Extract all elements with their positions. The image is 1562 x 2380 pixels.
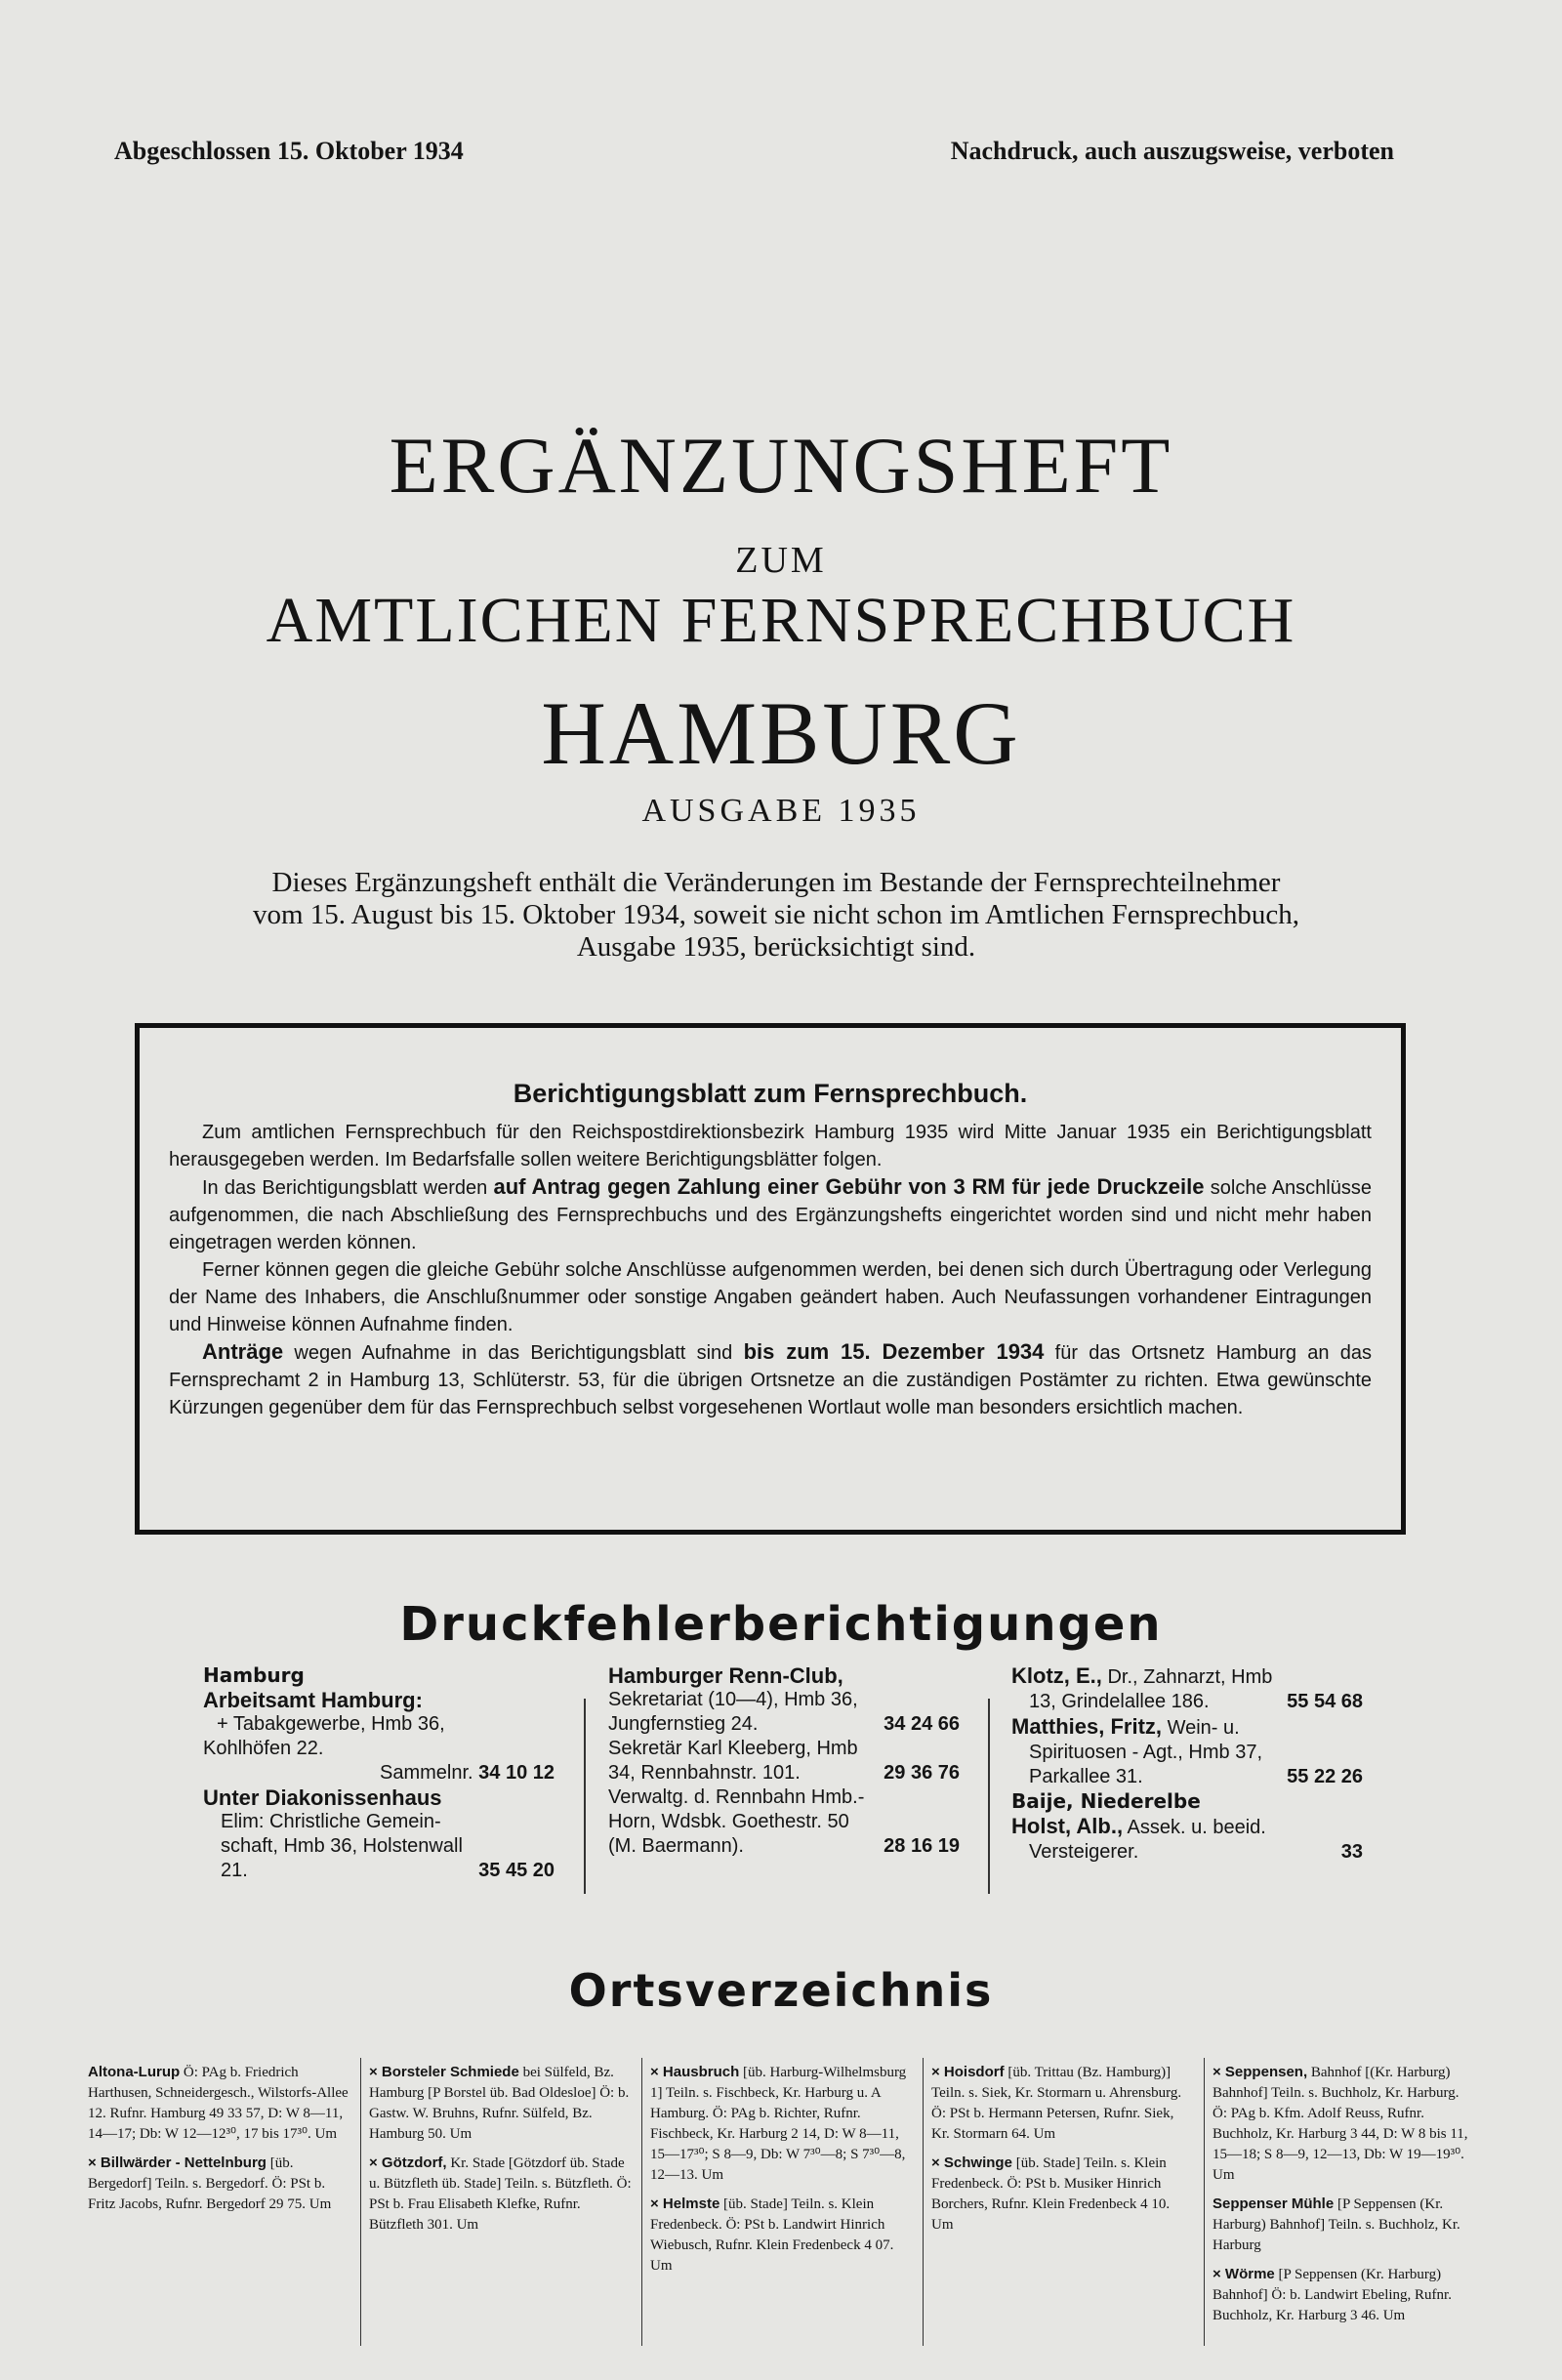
entry-line [1011,1714,1363,1741]
entry-line: Verwaltg. d. Rennbahn Hmb.- [608,1786,865,1808]
entry-line [1011,1663,1363,1690]
title-subtitle: AMTLICHEN FERNSPRECHBUCH [266,585,1296,656]
place-entry [1213,2062,1476,2186]
phone-number: 34 24 66 [884,1713,960,1735]
corrections-column-1 [203,1663,555,1883]
notice-text: für das Ortsnetz Hamburg an das Fernsprechamt 2 in Hamburg 13, Schlüterstr. 53, für die übrigen Ortsnetze an die zuständigen Postämter zu richten. Etwa gewünschte Kürzungen gegenüber dem für das Fernsprechbuch selbst vorgesehenen Wortlaut wolle man besonders ersichtlich machen. [169,1342,1373,1418]
entry-name: Holst, Alb., [1011,1814,1124,1838]
entry-name: Arbeitsamt Hamburg: [203,1688,423,1712]
entry-name: Unter Diakonissenhaus [203,1785,442,1810]
place-name: × Helmste [650,2195,720,2212]
entry-text: 13, Grindelallee 186. [1029,1691,1210,1712]
place-entry [650,2062,914,2186]
entry-text: Jungfernstieg 24. [608,1713,759,1735]
entry-line [1011,1840,1363,1865]
notice-text: solche Anschlüsse aufgenommen, die nach Abschließung des Fernsprechbuchs und des Ergänzungshefts eingerichtet worden sind und nicht mehr haben eingetragen werden können. [169,1177,1372,1253]
title-main: ERGÄNZUNGSHEFT [389,421,1173,510]
notice-paragraph: Zum amtlichen Fernsprechbuch für den Reichspostdirektionsbezirk Hamburg 1935 wird Mitte Januar 1935 ein Berichtigungsblatt herausgegeben werden. Im Bedarfsfalle sollen weitere Berichtigungsblätter folgen. [169,1122,1372,1170]
corrections-columns [203,1663,1365,1908]
place-entry [931,2062,1195,2145]
entry-text: 34, Rennbahnstr. 101. [608,1762,801,1784]
entry-line [1011,1814,1363,1840]
place-details: [üb. Trittau (Bz. Hamburg)] Teiln. s. Siek, Kr. Stormarn u. Ahrensburg. Ö: PSt b. Hermann Petersen, Rufnr. Siek, Kr. Stormarn 64. Um [931,2065,1182,2142]
place-entry [650,2194,914,2277]
notice-paragraph [169,1173,1372,1256]
place-name: × Seppensen, [1213,2064,1308,2080]
entry-name: Hamburger Renn-Club, [608,1663,843,1688]
places-column-4 [931,2062,1195,2243]
entry-name: Matthies, Fritz, [1011,1714,1163,1739]
place-entry [1213,2264,1476,2326]
title-city: HAMBURG [541,683,1021,783]
places-column-3 [650,2062,914,2284]
place-name: × Hausbruch [650,2064,740,2080]
phone-number: 33 [1340,1841,1363,1863]
place-name: × Götzdorf, [369,2154,447,2171]
entry-line: + Tabakgewerbe, Hmb 36, [217,1713,445,1735]
title-edition: AUSGABE 1935 [641,793,921,829]
intro-line: vom 15. August bis 15. Oktober 1934, soweit sie nicht schon im Amtlichen Fernsprechbuch, [252,899,1300,930]
place-entry [1213,2194,1476,2256]
notice-emphasis: auf Antrag gegen Zahlung einer Gebühr von 3 RM für jede Druckzeile [493,1174,1205,1199]
phone-number: 55 22 26 [1287,1766,1363,1787]
place-details: [P Seppensen (Kr. Harburg) Bahnhof] Teiln. s. Buchholz, Kr. Harburg [1213,2196,1460,2253]
entry-line [1011,1690,1363,1714]
entry-text: (M. Baermann). [608,1835,744,1857]
entry-text: 21. [221,1860,248,1881]
entry-line: Elim: Christliche Gemein- [221,1811,441,1832]
entry-line: Sekretär Karl Kleeberg, Hmb [608,1738,858,1759]
notice-box [135,1023,1406,1535]
place-name: × Hoisdorf [931,2064,1005,2080]
entry-line: Horn, Wdsbk. Goethestr. 50 [608,1811,849,1832]
place-details: [üb. Bergedorf] Teiln. s. Bergedorf. Ö: PSt b. Fritz Jacobs, Rufnr. Bergedorf 29 75. Um [88,2155,332,2212]
entry-line [608,1834,960,1859]
place-name: × Billwärder - Nettelnburg [88,2154,267,2171]
entry-line: schaft, Hmb 36, Holstenwall [221,1835,463,1857]
closing-date-note: Abgeschlossen 15. Oktober 1934 [114,137,464,165]
corrections-heading: Druckfehlerberichtigungen [399,1597,1163,1652]
notice-text: wegen Aufnahme in das Berichtigungsblatt sind [283,1342,744,1364]
entry-text: Assek. u. beeid. [1123,1817,1266,1838]
place-details: Bahnhof [(Kr. Harburg) Bahnhof] Teiln. s. Buchholz, Kr. Harburg. Ö: PAg b. Kfm. Adolf Reuss, Rufnr. Buchholz, Kr. Harburg 3 44, D: W 8 bis 11, 15—18; S 8—9, 12—13, Db: W 19—19³⁰. Um [1213,2065,1468,2183]
entry-line [203,1761,555,1785]
phone-number: 55 54 68 [1287,1691,1363,1712]
phone-number: 29 36 76 [884,1762,960,1784]
title-zum: ZUM [735,540,827,581]
copyright-note: Nachdruck, auch auszugsweise, verboten [950,137,1394,165]
region-label: Hamburg [203,1663,305,1687]
phone-number: 28 16 19 [884,1835,960,1857]
place-entry [369,2062,633,2145]
place-entry [88,2062,351,2145]
notice-paragraph [169,1338,1372,1421]
entry-line [608,1712,960,1737]
entry-text: Dr., Zahnarzt, Hmb [1101,1666,1273,1688]
phone-number: 35 45 20 [478,1860,555,1881]
place-entry [369,2153,633,2236]
place-details: [P Seppensen (Kr. Harburg) Bahnhof] Ö: b. Landwirt Ebeling, Rufnr. Buchholz, Kr. Harburg 3 46. Um [1213,2267,1452,2323]
place-name: × Wörme [1213,2266,1275,2282]
place-name: × Borsteler Schmiede [369,2064,519,2080]
entry-text: Sammelnr. [379,1762,473,1784]
places-heading: Ortsverzeichnis [568,1964,994,2017]
places-column-1 [88,2062,351,2223]
place-entry [88,2153,351,2215]
notice-text: In das Berichtigungsblatt werden [202,1177,494,1199]
place-name: Altona-Lurup [88,2064,181,2080]
place-details: [üb. Harburg-Wilhelmsburg 1] Teiln. s. Fischbeck, Kr. Harburg u. A Hamburg. Ö: PAg b. Richter, Rufnr. Fischbeck, Kr. Harburg 2 14, D: W 8—11, 15—17³⁰; S 8—9, Db: W 7³⁰—8; S 7³⁰—8, 12—13. Um [650,2065,907,2183]
place-details: [üb. Stade] Teiln. s. Klein Fredenbeck. Ö: PSt b. Landwirt Hinrich Wiebusch, Rufnr. Klein Fredenbeck 4 07. Um [650,2196,894,2274]
entry-line: Kohlhöfen 22. [203,1738,324,1759]
entry-name: Klotz, E., [1011,1663,1102,1688]
place-details: Ö: PAg b. Friedrich Harthusen, Schneidergesch., Wilstorfs-Allee 12. Rufnr. Hamburg 49 33 57, D: W 8—11, 14—17; Db: W 12—12³⁰, 17 bis 17³⁰. Um [88,2065,349,2142]
entry-line [203,1859,555,1883]
intro-line: Ausgabe 1935, berücksichtigt sind. [576,931,976,963]
places-column-2 [369,2062,633,2243]
place-details: Kr. Stade [Götzdorf üb. Stade u. Bützfleth üb. Stade] Teiln. s. Bützfleth. Ö: PSt b. Frau Elisabeth Klefke, Rufnr. Bützfleth 301. Um [369,2155,632,2233]
entry-line [608,1761,960,1785]
intro-line: Dieses Ergänzungsheft enthält die Veränderungen im Bestande der Fernsprechteilnehmer [271,867,1281,898]
places-column-5 [1213,2062,1476,2334]
place-details: [üb. Stade] Teiln. s. Klein Fredenbeck. Ö: PSt b. Musiker Hinrich Borchers, Rufnr. Klein Fredenbeck 4 10. Um [931,2155,1171,2233]
notice-paragraph: Ferner können gegen die gleiche Gebühr solche Anschlüsse aufgenommen werden, bei denen sich durch Übertragung oder Verlegung der Name des Inhabers, die Anschlußnummer oder sonstige Angaben geändert haben. Auch Neufassungen vorhandener Eintragungen und Hinweise können Aufnahme finden. [169,1259,1372,1335]
place-entry [931,2153,1195,2236]
region-label: Baije, Niederelbe [1011,1789,1201,1813]
corrections-column-2 [608,1663,960,1859]
entry-line: Sekretariat (10—4), Hmb 36, [608,1689,858,1710]
notice-title: Berichtigungsblatt zum Fernsprechbuch. [513,1079,1028,1108]
place-name: Seppenser Mühle [1213,2195,1335,2212]
notice-emphasis: bis zum 15. Dezember 1934 [743,1339,1045,1364]
entry-text: Parkallee 31. [1029,1766,1143,1787]
places-columns [88,2062,1468,2355]
phone-number: 34 10 12 [478,1762,555,1784]
entry-line: Spirituosen - Agt., Hmb 37, [1029,1742,1263,1763]
corrections-column-3 [1011,1663,1363,1865]
place-details: bei Sülfeld, Bz. Hamburg [P Borstel üb. Bad Oldesloe] Ö: b. Gastw. W. Bruhns, Rufnr. Sülfeld, Bz. Hamburg 50. Um [369,2065,630,2142]
entry-line [1011,1765,1363,1789]
intro-paragraph [176,867,1377,964]
place-name: × Schwinge [931,2154,1012,2171]
entry-text: Wein- u. [1162,1717,1240,1739]
entry-text: Versteigerer. [1029,1841,1139,1863]
notice-emphasis: Anträge [202,1339,284,1364]
